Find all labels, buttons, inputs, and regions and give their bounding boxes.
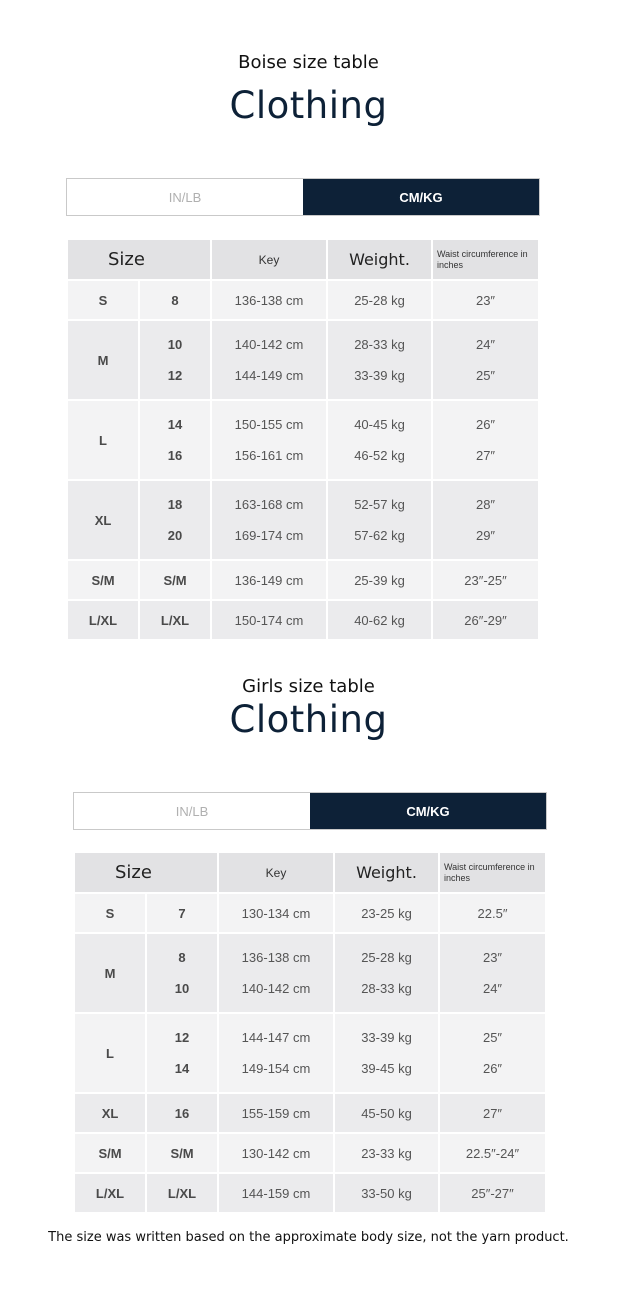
height-range-cell (212, 481, 326, 559)
size-label: XL (68, 481, 138, 559)
weight-range-cell (328, 561, 431, 599)
waist-value: 26″-29″ (464, 612, 507, 628)
waist-value-cell (440, 1134, 545, 1172)
waist-value: 27″ (482, 1105, 503, 1121)
waist-value: 23″ (475, 292, 496, 308)
size-number: 14 (174, 1061, 190, 1076)
size-label: M (75, 934, 145, 1012)
height-range-cell (219, 934, 333, 1012)
size-number-cell (140, 481, 210, 559)
weight-range: 52-57 kg (354, 497, 405, 512)
weight-range: 33-39 kg (354, 368, 405, 383)
height-range: 144-149 cm (234, 368, 304, 383)
weight-range-cell (335, 894, 438, 932)
header-weight: Weight. (328, 240, 431, 279)
height-range: 149-154 cm (241, 1061, 311, 1076)
size-number: 8 (178, 950, 186, 965)
size-number: 10 (167, 337, 183, 352)
size-number-cell (147, 1094, 217, 1132)
weight-range-cell (328, 601, 431, 639)
height-range: 140-142 cm (241, 981, 311, 996)
waist-value-cell (433, 401, 538, 479)
size-number: 20 (167, 528, 183, 543)
size-number-cell (147, 934, 217, 1012)
height-range-cell (212, 281, 326, 319)
waist-value: 25″ (482, 1030, 503, 1045)
weight-range: 45-50 kg (361, 1105, 412, 1121)
size-number: 12 (174, 1030, 190, 1045)
girls-cm-kg-option[interactable]: CM/KG (310, 793, 546, 829)
height-range: 150-174 cm (234, 612, 304, 628)
waist-value: 25″-27″ (471, 1185, 514, 1201)
boys-subtitle: Boise size table (238, 52, 379, 73)
height-range: 136-138 cm (241, 950, 311, 965)
waist-value-cell (440, 1174, 545, 1212)
waist-value-cell (433, 321, 538, 399)
waist-value: 24″ (475, 337, 496, 352)
size-label: XL (75, 1094, 145, 1132)
girls-title: Clothing (229, 698, 388, 741)
boys-unit-toggle[interactable] (66, 178, 540, 216)
weight-range: 33-50 kg (361, 1185, 412, 1201)
weight-range: 25-28 kg (361, 950, 412, 965)
header-size: Size (75, 853, 217, 892)
waist-value-cell (440, 934, 545, 1012)
boys-cm-kg-option[interactable]: CM/KG (303, 179, 539, 215)
header-key: Key (219, 853, 333, 892)
height-range: 144-159 cm (241, 1185, 311, 1201)
size-label: L (75, 1014, 145, 1092)
footnote: The size was written based on the approximate body size, not the yarn product. (48, 1230, 569, 1245)
waist-value-cell (440, 894, 545, 932)
size-number-cell (140, 321, 210, 399)
height-range-cell (219, 894, 333, 932)
waist-value: 28″ (475, 497, 496, 512)
weight-range: 28-33 kg (361, 981, 412, 996)
size-label: L/XL (75, 1174, 145, 1212)
height-range: 156-161 cm (234, 448, 304, 463)
header-key: Key (212, 240, 326, 279)
size-number: S/M (170, 1145, 194, 1161)
weight-range-cell (328, 321, 431, 399)
size-number: L/XL (167, 1185, 197, 1201)
waist-value: 25″ (475, 368, 496, 383)
size-number: 7 (178, 905, 186, 921)
weight-range-cell (335, 1174, 438, 1212)
size-number-cell (147, 1134, 217, 1172)
size-number-cell (140, 401, 210, 479)
size-number: S/M (163, 572, 187, 588)
height-range: 136-149 cm (234, 572, 304, 588)
boys-title: Clothing (229, 84, 388, 127)
waist-value-cell (433, 481, 538, 559)
size-label: S/M (75, 1134, 145, 1172)
weight-range: 40-62 kg (354, 612, 405, 628)
weight-range-cell (328, 481, 431, 559)
weight-range-cell (335, 1134, 438, 1172)
waist-value: 27″ (475, 448, 496, 463)
header-waist: Waist circumference in inches (440, 853, 545, 892)
weight-range: 28-33 kg (354, 337, 405, 352)
size-number: 16 (174, 1105, 190, 1121)
size-number-cell (147, 894, 217, 932)
size-number: 16 (167, 448, 183, 463)
waist-value: 22.5″-24″ (465, 1145, 520, 1161)
waist-value: 23″-25″ (464, 572, 507, 588)
weight-range-cell (328, 281, 431, 319)
girls-in-lb-option[interactable]: IN/LB (74, 793, 310, 829)
size-label: S (75, 894, 145, 932)
weight-range-cell (328, 401, 431, 479)
size-number: 18 (167, 497, 183, 512)
size-label: S/M (68, 561, 138, 599)
size-number-cell (140, 281, 210, 319)
size-number: 12 (167, 368, 183, 383)
waist-value: 22.5″ (477, 905, 508, 921)
weight-range-cell (335, 934, 438, 1012)
weight-range-cell (335, 1094, 438, 1132)
waist-value: 23″ (482, 950, 503, 965)
height-range-cell (212, 321, 326, 399)
size-number-cell (147, 1014, 217, 1092)
size-number: 14 (167, 417, 183, 432)
waist-value: 26″ (482, 1061, 503, 1076)
size-label: S (68, 281, 138, 319)
weight-range: 23-33 kg (361, 1145, 412, 1161)
height-range-cell (212, 601, 326, 639)
height-range-cell (219, 1134, 333, 1172)
height-range: 140-142 cm (234, 337, 304, 352)
weight-range: 40-45 kg (354, 417, 405, 432)
waist-value-cell (433, 281, 538, 319)
size-number: 10 (174, 981, 190, 996)
height-range: 150-155 cm (234, 417, 304, 432)
girls-subtitle: Girls size table (242, 676, 375, 697)
size-number-cell (140, 601, 210, 639)
height-range-cell (219, 1014, 333, 1092)
girls-unit-toggle[interactable] (73, 792, 547, 830)
waist-value: 24″ (482, 981, 503, 996)
height-range: 163-168 cm (234, 497, 304, 512)
height-range: 155-159 cm (241, 1105, 311, 1121)
weight-range-cell (335, 1014, 438, 1092)
size-number: L/XL (160, 612, 190, 628)
height-range: 136-138 cm (234, 292, 304, 308)
size-number-cell (140, 561, 210, 599)
boys-in-lb-option[interactable]: IN/LB (67, 179, 303, 215)
waist-value: 29″ (475, 528, 496, 543)
height-range: 169-174 cm (234, 528, 304, 543)
size-label: L (68, 401, 138, 479)
header-size: Size (68, 240, 210, 279)
weight-range: 57-62 kg (354, 528, 405, 543)
header-waist: Waist circumference in inches (433, 240, 538, 279)
height-range: 130-134 cm (241, 905, 311, 921)
header-weight: Weight. (335, 853, 438, 892)
size-label: L/XL (68, 601, 138, 639)
weight-range: 25-39 kg (354, 572, 405, 588)
height-range-cell (212, 561, 326, 599)
weight-range: 46-52 kg (354, 448, 405, 463)
size-label: M (68, 321, 138, 399)
height-range: 144-147 cm (241, 1030, 311, 1045)
size-number: 8 (171, 292, 179, 308)
size-number-cell (147, 1174, 217, 1212)
height-range-cell (219, 1094, 333, 1132)
weight-range: 33-39 kg (361, 1030, 412, 1045)
weight-range: 39-45 kg (361, 1061, 412, 1076)
weight-range: 25-28 kg (354, 292, 405, 308)
height-range: 130-142 cm (241, 1145, 311, 1161)
waist-value: 26″ (475, 417, 496, 432)
weight-range: 23-25 kg (361, 905, 412, 921)
waist-value-cell (440, 1094, 545, 1132)
waist-value-cell (440, 1014, 545, 1092)
height-range-cell (219, 1174, 333, 1212)
waist-value-cell (433, 601, 538, 639)
waist-value-cell (433, 561, 538, 599)
height-range-cell (212, 401, 326, 479)
